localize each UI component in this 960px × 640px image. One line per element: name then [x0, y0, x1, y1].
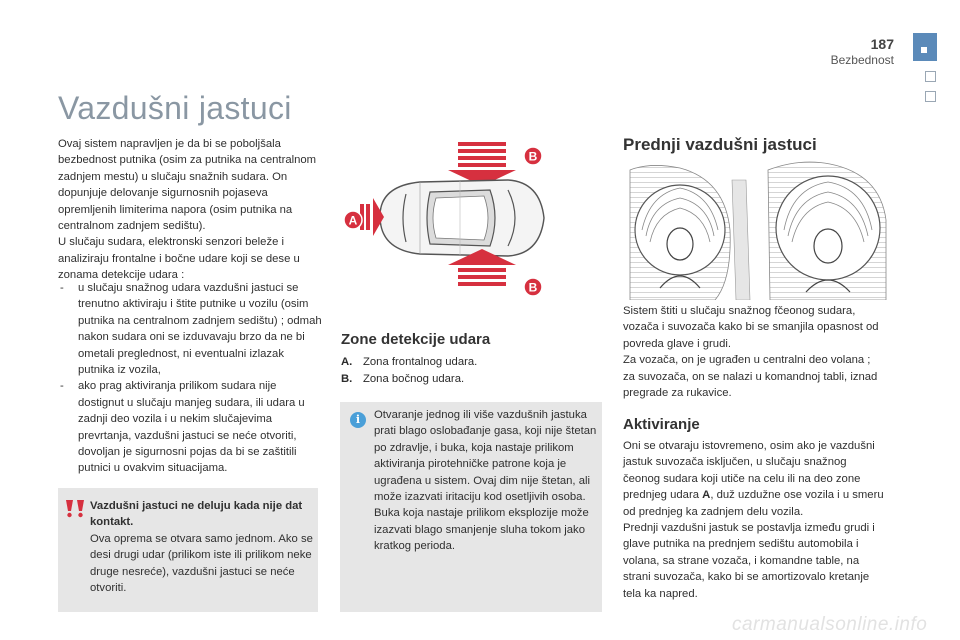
front-paragraph: Za vozača, on je ugrađen u centralni deo volana ; za suvozača, on se nalazi u komandnoj tabli, iznad pregrade za rukavice. [623, 354, 878, 400]
zone-text: Zona bočnog udara. [363, 373, 465, 385]
front-airbags-illustration [620, 160, 888, 300]
svg-text:B: B [528, 280, 538, 295]
tab-marker-icon [921, 47, 927, 53]
zone-a-badge [344, 211, 362, 229]
page-number: 187 [870, 36, 894, 52]
zone-b-badge-top [524, 147, 542, 165]
zones-list [341, 354, 477, 388]
section-tab[interactable] [925, 71, 936, 82]
activation-text-part: , duž uzdužne ose vozila i u smeru od prednjeg ka zadnjem delu vozila. [623, 489, 884, 518]
svg-text:A: A [348, 213, 358, 228]
info-box [340, 402, 602, 612]
bullet-list [58, 280, 322, 477]
info-text: Otvaranje jednog ili više vazdušnih jastuka prati blago oslobađanje gasa, koji nije štetan po zdravlje, i buka, koja nastaje prilikom aktiviranja pirotehničke patrone koja je ugrađena u sistem. Ovaj dim nije štetan, ali može izazvati iritaciju kod osetljivih osoba. Buka koja nastaje prilikom eksplozije može izazvati blago smanjenje sluha tokom jako kratkog perioda. [374, 409, 597, 553]
impact-zones-diagram [340, 138, 550, 298]
activation-heading: Aktiviranje [623, 416, 700, 433]
warning-text: Ova oprema se otvara samo jednom. Ako se desi drugi udar (prilikom iste ili prilikom neke druge nesreće), vazdušni jastuci se neće otvoriti. [90, 532, 313, 595]
activation-text-part: Oni se otvaraju istovremeno, osim ako je vazdušni jastuk suvozača isključen, u slučaju snažnog čeonog sudara koji utiče na celu ili na deo zone prednjeg udara [623, 440, 875, 502]
front-impact-arrow [360, 198, 384, 236]
zone-letter: B. [341, 373, 353, 385]
section-name: Bezbednost [830, 53, 894, 67]
warning-icon [64, 498, 86, 518]
intro-paragraph: Ovaj sistem napravljen je da bi se poboljšala bezbednost putnika (osim za putnika na centralnom zadnjem mestu) u slučaju snažnih sudara. On dopunjuje delovanje sigurnosnih pojaseva opremljenih limiterima napora (osim putnika na centralnom zadnjem sedištu). [58, 138, 317, 233]
section-tab[interactable] [925, 91, 936, 102]
page-title: Vazdušni jastuci [58, 90, 292, 126]
front-airbags-heading: Prednji vazdušni jastuci [623, 135, 817, 154]
list-item [341, 354, 477, 371]
list-item [341, 371, 477, 388]
activation-text [623, 438, 885, 602]
zone-letter: A [702, 489, 711, 502]
warning-box [58, 488, 318, 612]
activation-paragraph [623, 438, 885, 520]
activation-paragraph: Prednji vazdušni jastuk se postavlja između grudi i glave putnika na prednjem sedištu automobila i volana, sa strane vozača, i komandne table, na strani suvozača, kako bi se amortizovalo kretanje tela ka napred. [623, 522, 875, 600]
passenger-airbag-image [768, 162, 886, 300]
zones-heading: Zone detekcije udara [341, 331, 491, 348]
list-item: - ako prag aktiviranja prilikom sudara nije dostignut u slučaju manjeg sudara, ili udara u zadnji deo vozila i u nekim slučajevima prevrtanja, vazdušni jastuci se neće otvoriti, dovoljan je sigurnosni pojas da bi se zaštitili putnici u ovakvim situacijama. [58, 378, 322, 476]
front-airbags-text [623, 303, 883, 401]
info-icon: i [350, 412, 366, 428]
zone-b-badge-bottom [524, 278, 542, 296]
zone-text: Zona frontalnog udara. [363, 356, 478, 368]
car-top-view [380, 180, 544, 256]
warning-heading: Vazdušni jastuci ne deluju kada nije dat kontakt. [90, 500, 303, 529]
list-item: - u slučaju snažnog udara vazdušni jastuci se trenutno aktiviraju i štite putnike u vozilu (osim putnika na centralnom zadnjem sedištu) ; odmah nakon sudara oni se izduvavaju brzo da ne bi ometali preglednost, ni eventualni izlazak putnika iz vozila, [58, 280, 322, 378]
front-paragraph: Sistem štiti u slučaju snažnog fčeonog sudara, vozača i suvozača kako bi se smanjila opasnost od povreda glave i grudi. [623, 305, 879, 350]
section-tab-active[interactable] [913, 33, 937, 61]
svg-text:B: B [528, 149, 538, 164]
zone-letter: A. [341, 356, 353, 368]
watermark: carmanualsonline.info [732, 614, 928, 635]
intro-text [58, 136, 320, 284]
driver-airbag-image [630, 165, 750, 300]
intro-paragraph: U slučaju sudara, elektronski senzori beleže i analiziraju frontalne i bočne udare koji se dese u zonama detekcije udara : [58, 236, 300, 282]
